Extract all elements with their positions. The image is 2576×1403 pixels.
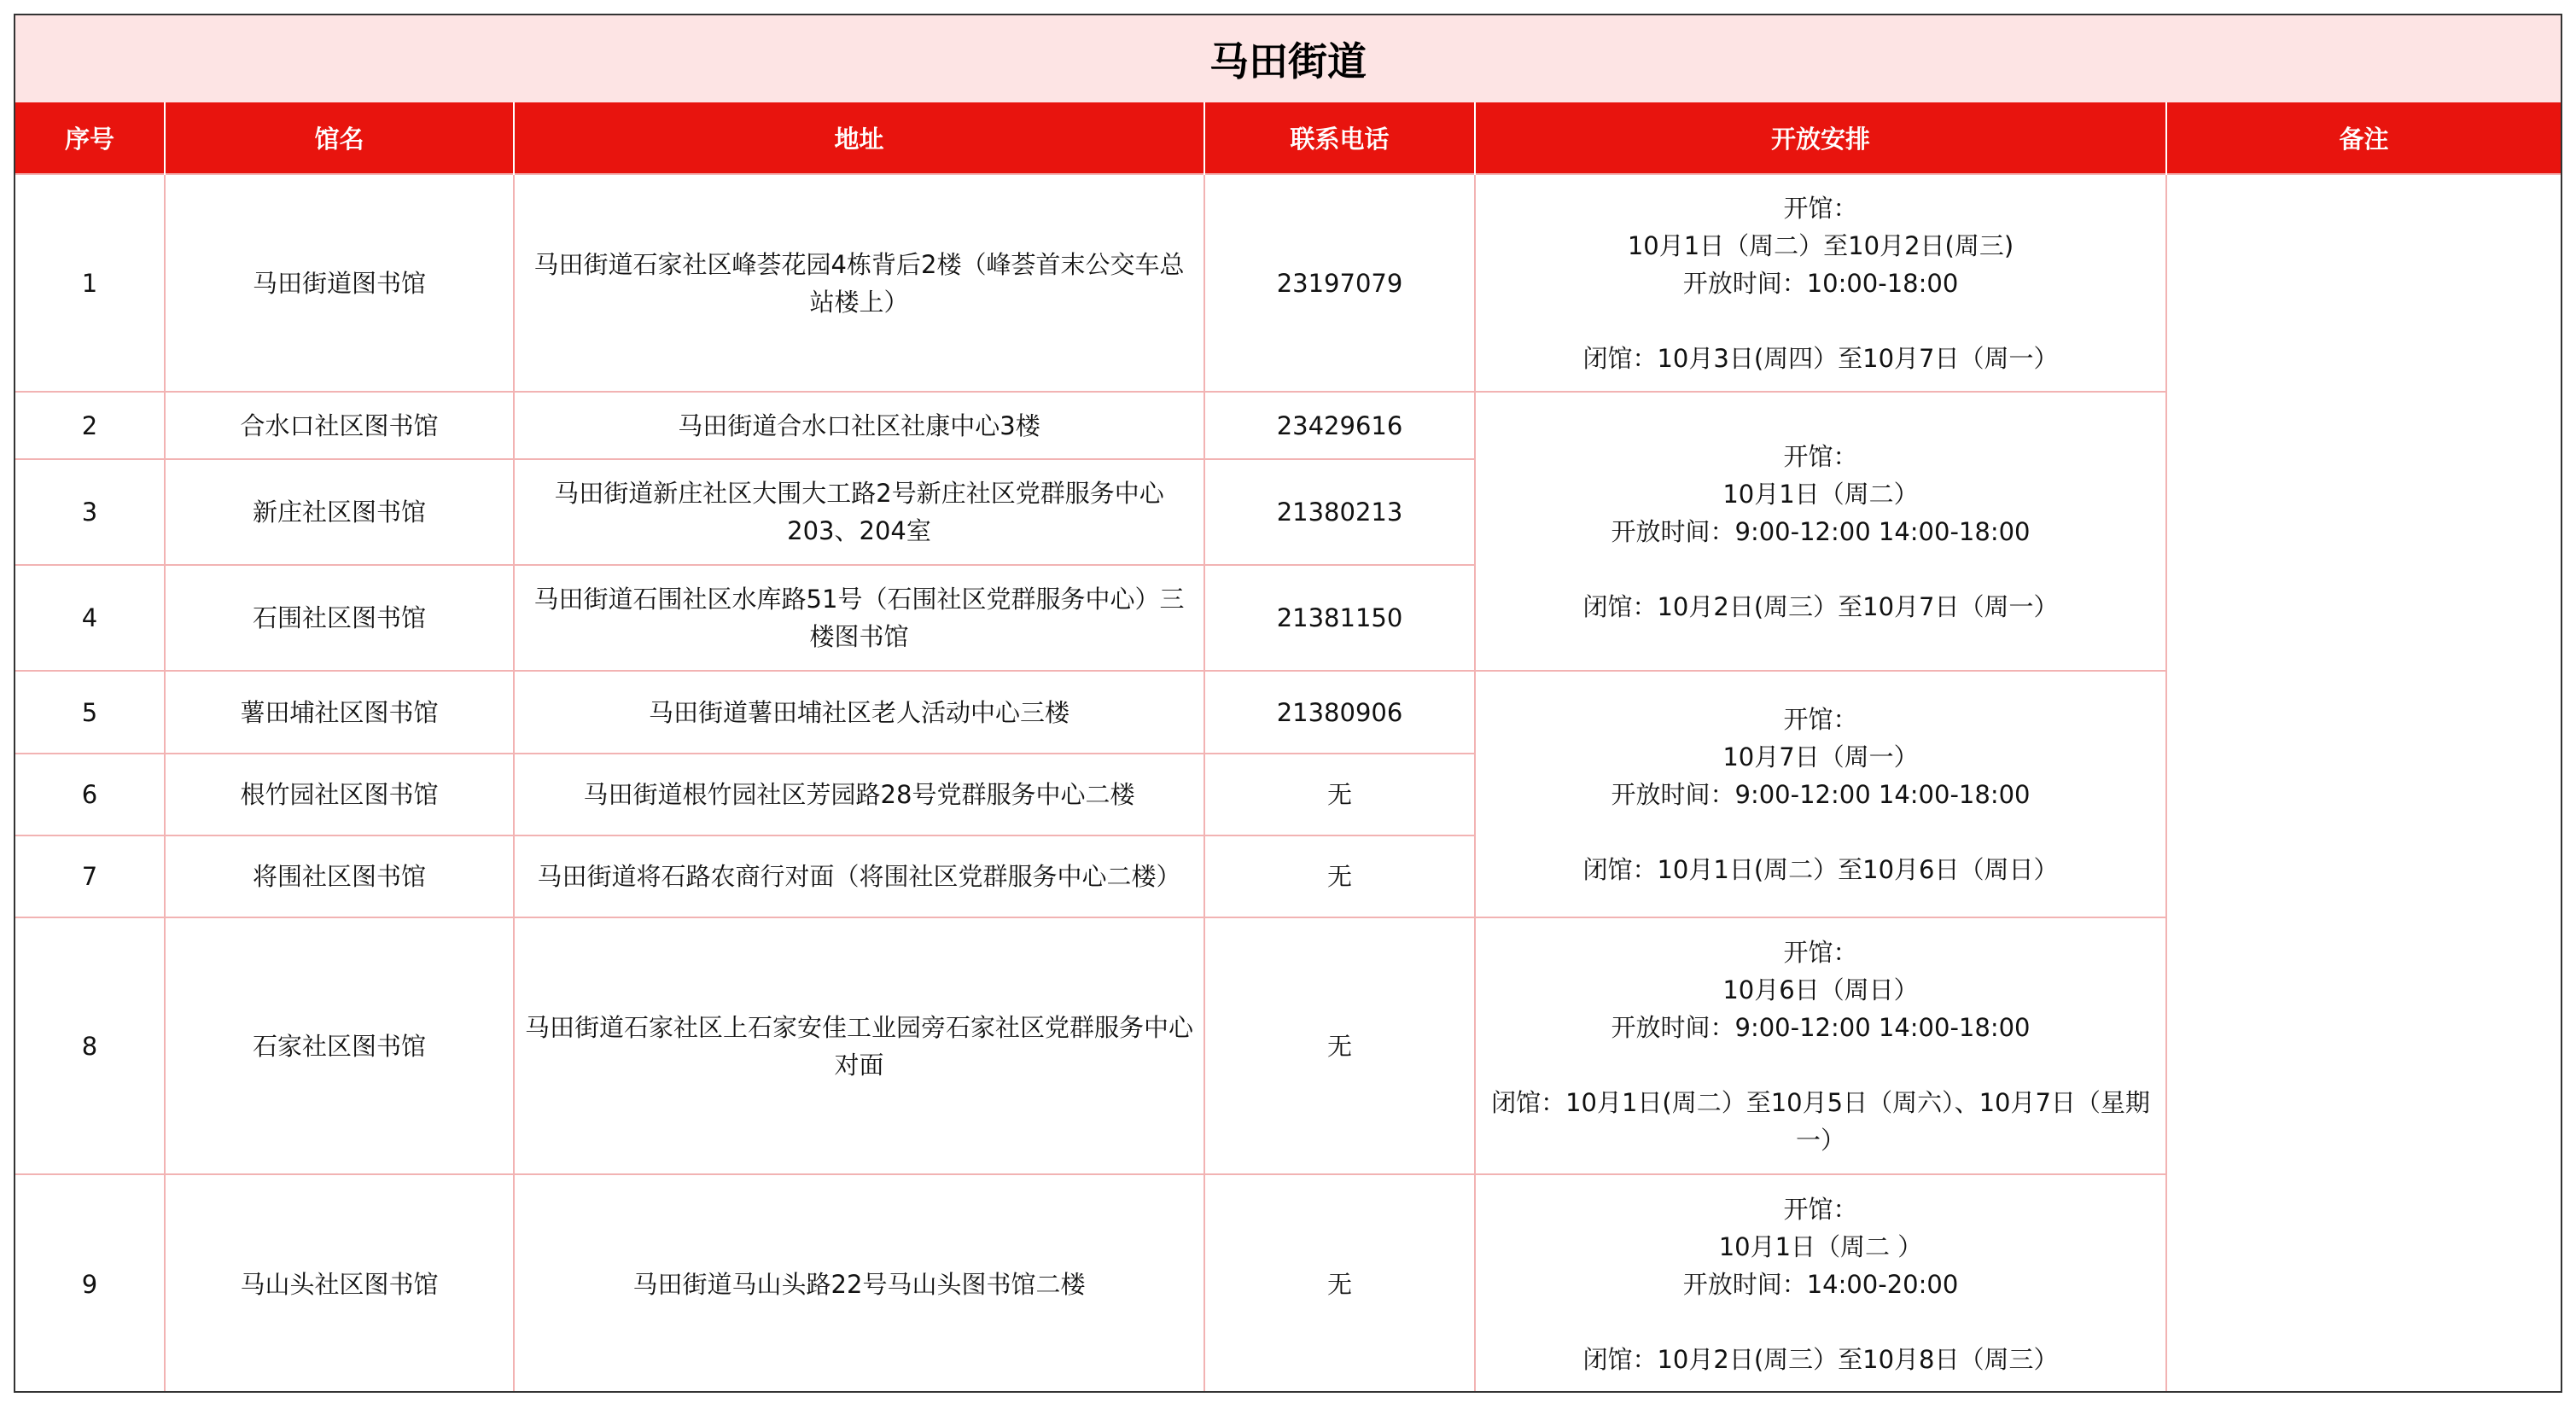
closed-dates: 闭馆：10月2日(周三）至10月8日（周三）	[1582, 1344, 2059, 1374]
open-dates: 10月1日（周二 ）	[1718, 1231, 1923, 1261]
cell-phone: 无	[1204, 835, 1475, 917]
schedule-cell	[1475, 1174, 2166, 1393]
cell-name: 石围社区图书馆	[165, 565, 514, 671]
cell-address: 马田街道石家社区峰荟花园4栋背后2楼（峰荟首末公交车总站楼上）	[514, 174, 1204, 392]
header-schedule: 开放安排	[1475, 102, 2166, 174]
header-no: 序号	[15, 102, 165, 174]
cell-phone: 21380906	[1204, 671, 1475, 754]
cell-no: 4	[15, 565, 165, 671]
open-dates: 10月1日（周二）至10月2日(周三)	[1627, 230, 2014, 260]
closed-dates: 闭馆：10月2日(周三）至10月7日（周一）	[1582, 591, 2059, 621]
cell-phone: 无	[1204, 917, 1475, 1174]
open-dates: 10月1日（周二）	[1722, 479, 1919, 509]
header-phone: 联系电话	[1204, 102, 1475, 174]
library-table	[15, 102, 2561, 1393]
cell-no: 7	[15, 835, 165, 917]
cell-phone: 无	[1204, 1174, 1475, 1393]
cell-address: 马田街道新庄社区大围大工路2号新庄社区党群服务中心203、204室	[514, 459, 1204, 565]
open-hours: 开放时间：9:00-12:00 14:00-18:00	[1611, 779, 2031, 809]
schedule-cell	[1475, 917, 2166, 1174]
open-label: 开馆：	[1783, 1194, 1858, 1224]
sheet-title: 马田街道	[15, 15, 2561, 104]
cell-no: 6	[15, 754, 165, 835]
cell-name: 合水口社区图书馆	[165, 392, 514, 459]
cell-phone: 无	[1204, 754, 1475, 835]
cell-address: 马田街道石家社区上石家安佳工业园旁石家社区党群服务中心对面	[514, 917, 1204, 1174]
cell-phone: 23429616	[1204, 392, 1475, 459]
open-label: 开馆：	[1783, 193, 1858, 223]
closed-dates: 闭馆：10月1日(周二）至10月5日（周六）、10月7日（星期一）	[1491, 1087, 2150, 1155]
header-address: 地址	[514, 102, 1204, 174]
open-hours: 开放时间：10:00-18:00	[1682, 268, 1959, 298]
cell-phone: 23197079	[1204, 174, 1475, 392]
cell-name: 将围社区图书馆	[165, 835, 514, 917]
closed-dates: 闭馆：10月3日(周四）至10月7日（周一）	[1582, 343, 2059, 373]
open-dates: 10月6日（周日）	[1722, 975, 1919, 1004]
schedule-cell	[1475, 671, 2166, 917]
cell-address: 马田街道合水口社区社康中心3楼	[514, 392, 1204, 459]
cell-name: 薯田埔社区图书馆	[165, 671, 514, 754]
open-label: 开馆：	[1783, 704, 1858, 734]
closed-dates: 闭馆：10月1日(周二）至10月6日（周日）	[1582, 854, 2059, 884]
table-row	[15, 174, 2561, 392]
header-row	[15, 102, 2561, 174]
cell-no: 2	[15, 392, 165, 459]
cell-no: 1	[15, 174, 165, 392]
remark-cell	[2166, 174, 2561, 1393]
cell-phone: 21380213	[1204, 459, 1475, 565]
cell-no: 3	[15, 459, 165, 565]
cell-phone: 21381150	[1204, 565, 1475, 671]
cell-name: 新庄社区图书馆	[165, 459, 514, 565]
header-name: 馆名	[165, 102, 514, 174]
open-label: 开馆：	[1783, 937, 1858, 967]
cell-address: 马田街道根竹园社区芳园路28号党群服务中心二楼	[514, 754, 1204, 835]
cell-name: 马山头社区图书馆	[165, 1174, 514, 1393]
cell-name: 石家社区图书馆	[165, 917, 514, 1174]
open-dates: 10月7日（周一）	[1722, 742, 1919, 771]
open-label: 开馆：	[1783, 441, 1858, 471]
schedule-cell	[1475, 174, 2166, 392]
cell-address: 马田街道石围社区水库路51号（石围社区党群服务中心）三楼图书馆	[514, 565, 1204, 671]
open-hours: 开放时间：9:00-12:00 14:00-18:00	[1611, 1012, 2031, 1042]
cell-name: 根竹园社区图书馆	[165, 754, 514, 835]
cell-address: 马田街道将石路农商行对面（将围社区党群服务中心二楼）	[514, 835, 1204, 917]
cell-name: 马田街道图书馆	[165, 174, 514, 392]
library-schedule-sheet	[14, 14, 2562, 1393]
cell-address: 马田街道薯田埔社区老人活动中心三楼	[514, 671, 1204, 754]
cell-no: 8	[15, 917, 165, 1174]
cell-address: 马田街道马山头路22号马山头图书馆二楼	[514, 1174, 1204, 1393]
open-hours: 开放时间：14:00-20:00	[1682, 1269, 1959, 1299]
cell-no: 9	[15, 1174, 165, 1393]
cell-no: 5	[15, 671, 165, 754]
schedule-cell	[1475, 392, 2166, 671]
open-hours: 开放时间：9:00-12:00 14:00-18:00	[1611, 516, 2031, 546]
header-remark: 备注	[2166, 102, 2561, 174]
